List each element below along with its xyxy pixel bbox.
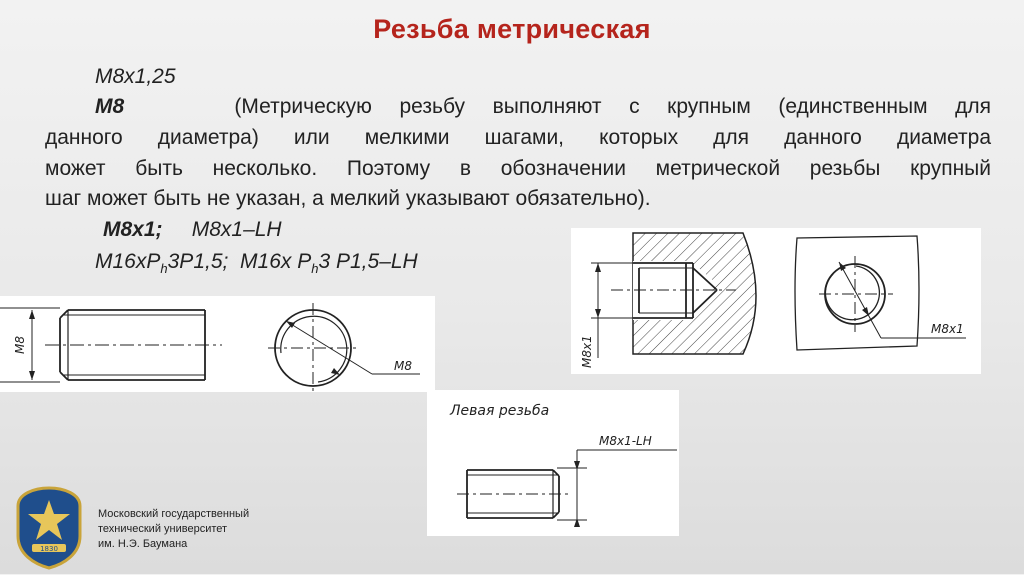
leader-label-m8x1-lh: M8x1-LH	[599, 434, 652, 448]
explanation-paragraph	[45, 123, 991, 215]
examples-line-2: $М16хP_h3P1,5$; М16х $P_h3$ P1,5–LH	[95, 250, 418, 277]
example-m8x1: М8х1;	[103, 218, 163, 241]
paragraph-line: может быть несколько. Поэтому в обозначении метрической резьбы крупный	[45, 156, 991, 180]
example-m8x1-lh: М8х1–LH	[191, 218, 282, 241]
paragraph-line: данного диаметра) или мелкими шагами, которых для данного диаметра	[45, 126, 991, 149]
leader-label-m8: M8	[394, 359, 412, 373]
example-multistart: $М16хP_h3P1,5$	[95, 250, 223, 277]
example-multistart-lh: М16х $P_h3$ P1,5–LH	[240, 250, 418, 277]
thread-code: М8х1,25	[95, 65, 176, 88]
leader-label-m8x1: M8x1	[931, 322, 964, 336]
university-logo	[14, 486, 84, 575]
dimension-label-m8: M8	[13, 336, 27, 354]
drawing-left-hand-thread	[427, 390, 679, 536]
explanation-start: (Метрическую резьбу выполняют с крупным (единственным для	[234, 95, 991, 118]
paragraph-line: шаг может быть не указан, а мелкий указывают обязательно).	[45, 187, 651, 210]
examples-line-1	[103, 215, 282, 246]
logo-year: 1830	[40, 545, 58, 553]
university-name: Московский государственный технический университет им. Н.Э. Баумана	[98, 508, 250, 550]
explanation-first-line	[95, 92, 991, 123]
dimension-label-m8x1: M8x1	[580, 335, 594, 368]
thread-designation-main	[95, 62, 176, 93]
drawing-external-thread	[0, 296, 435, 392]
thread-code-m8: М8	[95, 95, 125, 118]
drawing-internal-thread	[571, 228, 981, 374]
page-title: Резьба метрическая	[373, 14, 651, 44]
left-thread-caption: Левая резьба	[450, 403, 550, 419]
